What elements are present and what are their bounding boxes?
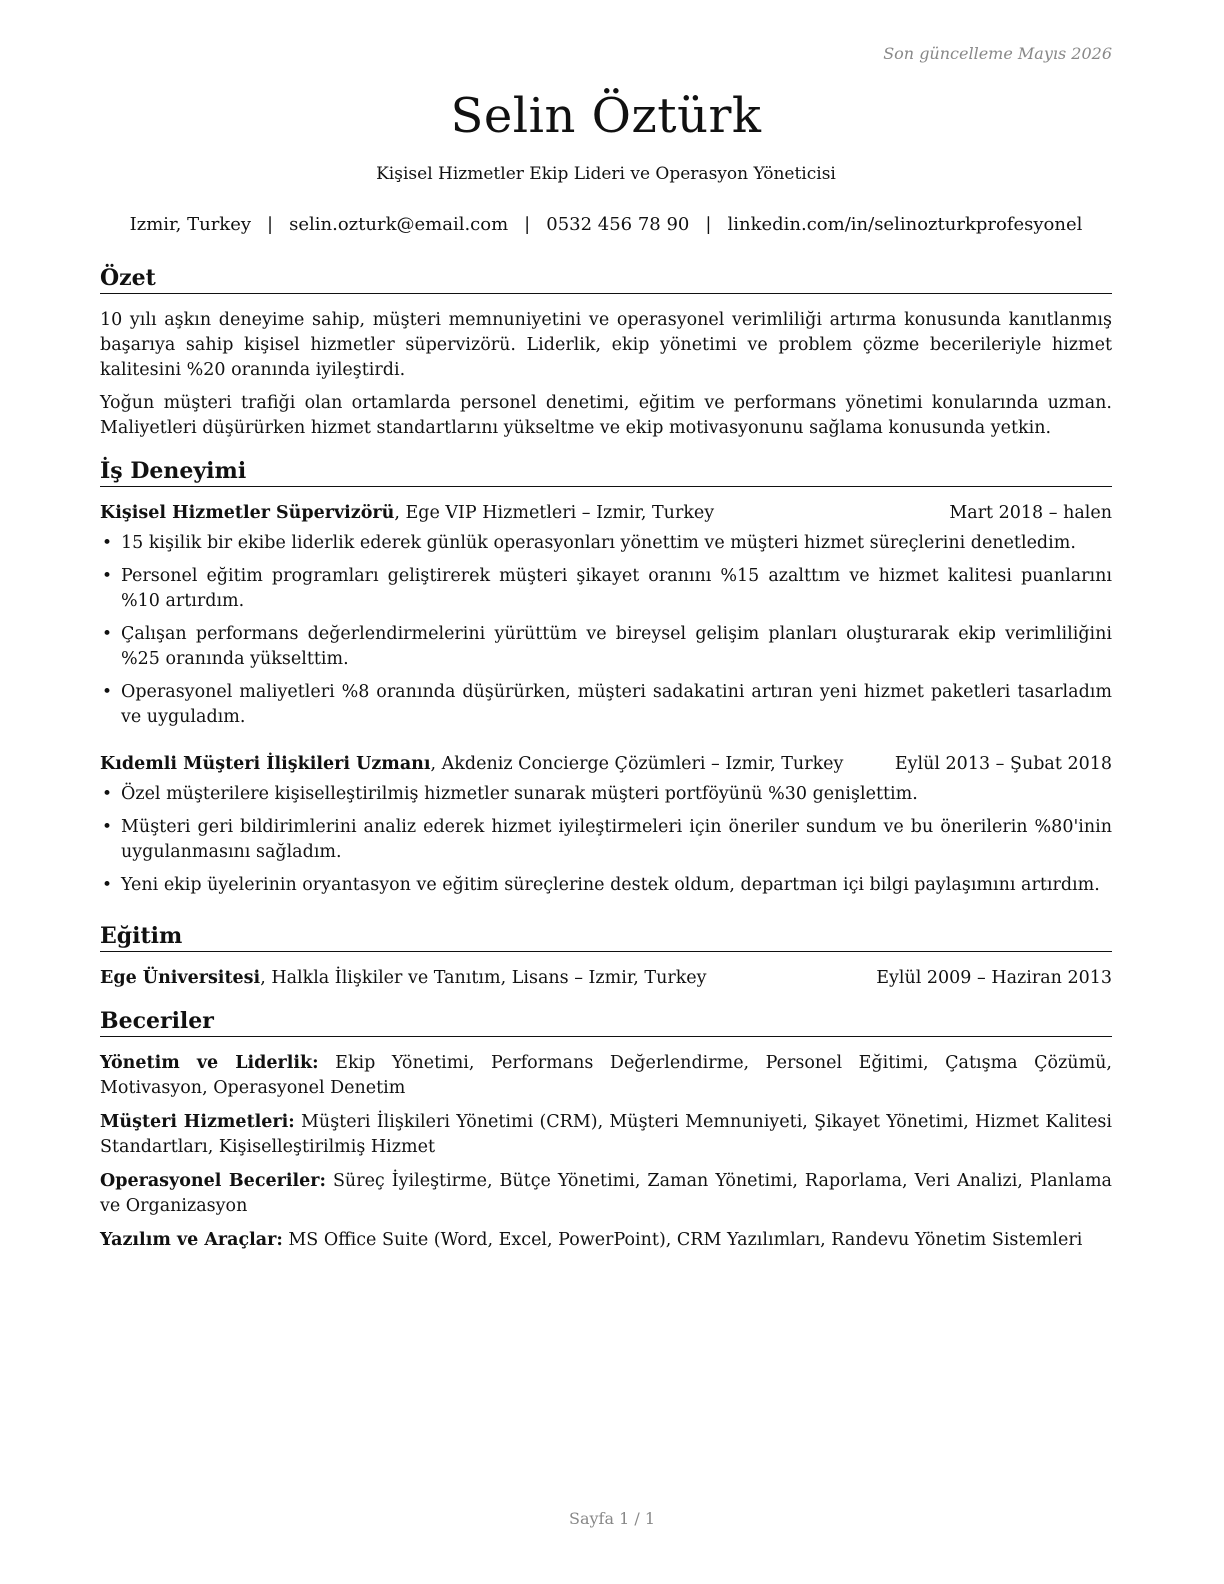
bullet-glyph: • [102,875,113,895]
contact-phone: 0532 456 78 90 [546,214,690,235]
bullet-glyph: • [102,533,113,553]
bullet-text: Operasyonel maliyetleri %8 oranında düşürürken, müşteri sadakatini artıran yeni hizmet paketleri tasarladım ve uyguladım. [121,682,1112,727]
skill-row [100,1110,1112,1160]
degree-detail: , Halkla İlişkiler ve Tanıtım, Lisans – Izmir, Turkey [260,968,707,988]
bullet-glyph: • [102,624,113,644]
education-heading: Eğitim [100,922,1112,952]
bullet-text: Çalışan performans değerlendirmelerini yürüttüm ve bireysel gelişim planları oluşturarak ekip verimliliğini %25 oranında yükselttim. [121,624,1112,669]
education-dates: Eylül 2009 – Haziran 2013 [876,968,1112,988]
summary-section [100,264,1112,441]
skill-label: Müşteri Hizmetleri: [100,1112,295,1132]
job-title: Kişisel Hizmetler Süpervizörü [100,503,395,523]
bullet-text: Özel müşterilere kişiselleştirilmiş hizmetler sunarak müşteri portföyünü %30 genişlettim. [121,784,918,804]
page-number: Sayfa 1 / 1 [568,1509,655,1528]
summary-paragraph: Yoğun müşteri trafiği olan ortamlarda personel denetimi, eğitim ve performans yönetimi konularında uzman. Maliyetleri düşürürken hizmet standartlarını yükseltme ve ekip motivasyonunu sağlama konusunda yetkin. [100,393,1112,438]
contact-line [100,212,1112,238]
skill-text: Ekip Yönetimi, Performans Değerlendirme, Personel Eğitimi, Çatışma Çözümü, Motivasyon, Operasyonel Denetim [100,1053,1112,1098]
bullet-glyph: • [102,817,113,837]
skill-text: MS Office Suite (Word, Excel, PowerPoint), CRM Yazılımları, Randevu Yönetim Sistemleri [282,1230,1083,1250]
contact-separator: | [524,214,531,235]
bullet-text: Personel eğitim programları geliştirerek müşteri şikayet oranını %15 azalttım ve hizmet kalitesi puanlarını %10 artırdım. [121,566,1112,611]
skill-row [100,1051,1112,1101]
list-item [100,531,1112,556]
job-title: Kıdemli Müşteri İlişkileri Uzmanı [100,754,431,774]
list-item [100,873,1112,898]
skill-text: Süreç İyileştirme, Bütçe Yönetimi, Zaman Yönetimi, Raporlama, Veri Analizi, Planlama ve Organizasyon [100,1171,1112,1216]
skill-label: Yönetim ve Liderlik: [100,1053,319,1073]
job-dates: Eylül 2013 – Şubat 2018 [894,754,1112,774]
summary-heading: Özet [100,264,1112,294]
experience-section [100,457,1112,898]
list-item [100,782,1112,807]
experience-heading: İş Deneyimi [100,457,1112,487]
bullet-text: Yeni ekip üyelerinin oryantasyon ve eğitim süreçlerine destek oldum, departman içi bilgi paylaşımını artırdım. [121,875,1100,895]
skill-row [100,1169,1112,1219]
bullet-text: 15 kişilik bir ekibe liderlik ederek günlük operasyonları yönettim ve müşteri hizmet süreçlerini denetledim. [121,533,1076,553]
list-item [100,622,1112,672]
job-organization: , Akdeniz Concierge Çözümleri – Izmir, Turkey [430,754,844,774]
contact-email[interactable]: selin.ozturk@email.com [289,214,509,235]
list-item [100,564,1112,614]
school-name: Ege Üniversitesi [100,968,261,988]
skill-text: Müşteri İlişkileri Yönetimi (CRM), Müşteri Memnuniyeti, Şikayet Yönetimi, Hizmet Kalitesi Standartları, Kişiselleştirilmiş Hizmet [100,1112,1112,1157]
education-section [100,922,1112,991]
job-bullets [100,531,1112,730]
bullet-glyph: • [102,566,113,586]
job-organization: , Ege VIP Hizmetleri – Izmir, Turkey [394,503,715,523]
candidate-title: Kişisel Hizmetler Ekip Lideri ve Operasyon Yöneticisi [376,164,836,184]
last-updated-note: Son güncelleme Mayıs 2026 [883,44,1112,63]
job-dates: Mart 2018 – halen [949,503,1112,523]
bullet-glyph: • [102,784,113,804]
skill-label: Yazılım ve Araçlar: [100,1230,283,1250]
skill-row [100,1228,1112,1253]
skills-heading: Beceriler [100,1007,1112,1037]
list-item [100,815,1112,865]
job-header [100,752,1112,777]
list-item [100,680,1112,730]
contact-separator: | [267,214,274,235]
bullet-text: Müşteri geri bildirimlerini analiz ederek hizmet iyileştirmeleri için öneriler sundum ve bu önerilerin %80'inin uygulanmasını sağladım. [121,817,1112,862]
job-bullets [100,782,1112,898]
contact-separator: | [705,214,712,235]
contact-linkedin[interactable]: linkedin.com/in/selinozturkprofesyonel [727,214,1083,235]
skill-label: Operasyonel Beceriler: [100,1171,326,1191]
skills-section [100,1007,1112,1253]
job-entry [100,501,1112,730]
job-entry [100,752,1112,898]
contact-location: Izmir, Turkey [129,214,252,235]
job-header [100,501,1112,526]
bullet-glyph: • [102,682,113,702]
education-entry [100,966,1112,991]
summary-paragraph: 10 yılı aşkın deneyime sahip, müşteri memnuniyetini ve operasyonel verimliliği artırma konusunda kanıtlanmış başarıya sahip kişisel hizmetler süpervizörü. Liderlik, ekip yönetimi ve problem çözme becerileriyle hizmet kalitesini %20 oranında iyileştirdi. [100,310,1112,380]
candidate-name: Selin Öztürk [450,88,762,144]
